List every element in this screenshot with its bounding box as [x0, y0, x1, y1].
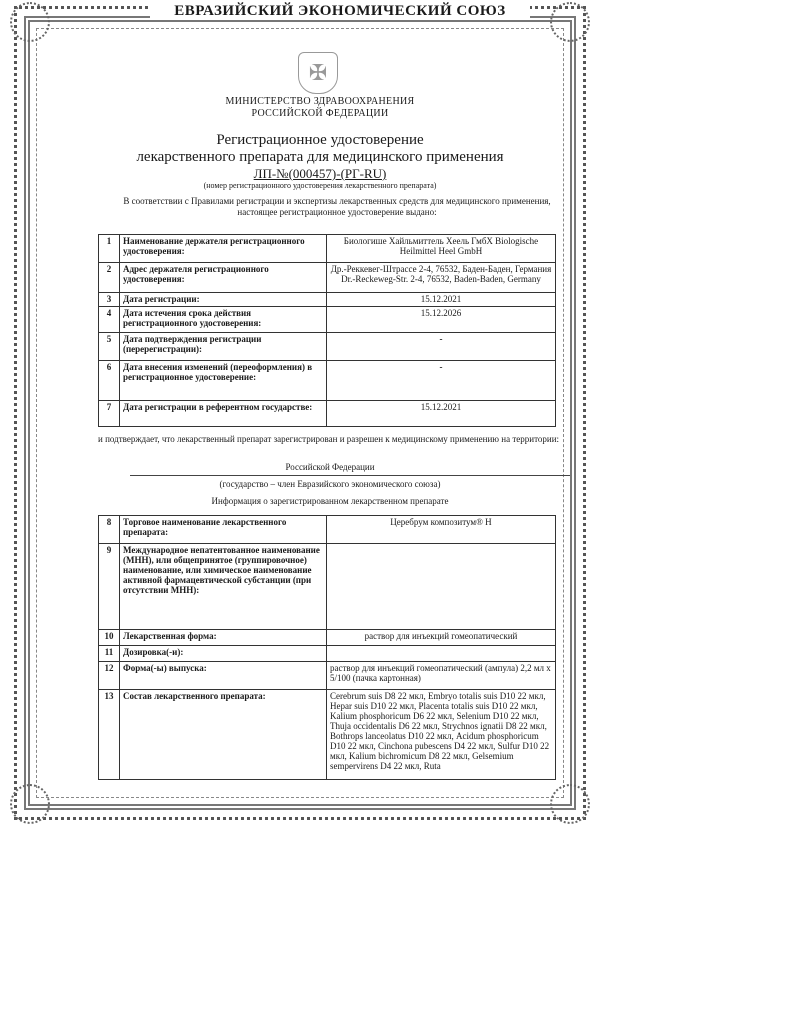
row-value: Церебрум композитум® Н — [327, 516, 556, 544]
table-row — [99, 235, 556, 263]
table-row — [99, 690, 556, 780]
row-label: Состав лекарственного препарата: — [120, 690, 327, 780]
row-value: раствор для инъекций гомеопатический (ампула) 2,2 мл x 5/100 (пачка картонная) — [327, 662, 556, 690]
row-value: 15.12.2026 — [327, 307, 556, 333]
product-table — [98, 515, 556, 780]
row-label: Дата регистрации в референтном государстве: — [120, 401, 327, 427]
table-row — [99, 662, 556, 690]
row-number: 4 — [99, 307, 120, 333]
row-number: 6 — [99, 361, 120, 401]
corner-ornament-bottom-right — [550, 784, 590, 824]
table-row — [99, 516, 556, 544]
ministry-line-2: РОССИЙСКОЙ ФЕДЕРАЦИИ — [251, 108, 389, 119]
row-value: Биологише Хайльмиттель Хеель ГмбХ Biologische Heilmittel Heel GmbH — [327, 235, 556, 263]
row-value: Др.-Реккевег-Штрассе 2-4, 76532, Баден-Баден, Германия Dr.-Reckeweg-Str. 2-4, 76532, Baden-Baden, Germany — [327, 263, 556, 293]
row-label: Дата подтверждения регистрации (перерегистрации): — [120, 333, 327, 361]
corner-ornament-top-right — [550, 2, 590, 42]
row-value: 15.12.2021 — [327, 293, 556, 307]
row-label: Дозировка(-и): — [120, 646, 327, 662]
row-label: Дата внесения изменений (переоформления) в регистрационное удостоверение: — [120, 361, 327, 401]
table-row — [99, 401, 556, 427]
country-underline — [130, 475, 570, 476]
row-label: Дата истечения срока действия регистрационного удостоверения: — [120, 307, 327, 333]
registration-number: ЛП-№(000457)-(РГ-RU) — [253, 166, 387, 181]
country-name: Российской Федерации — [285, 462, 375, 472]
confirmation-text: и подтверждает, что лекарственный препарат зарегистрирован и разрешен к медицинскому применению на территории: — [98, 434, 560, 444]
table-row — [99, 361, 556, 401]
certificate-title-line-1: Регистрационное удостоверение — [216, 132, 424, 148]
row-label: Наименование держателя регистрационного удостоверения: — [120, 235, 327, 263]
ministry-name — [170, 96, 470, 120]
row-label: Адрес держателя регистрационного удостоверения: — [120, 263, 327, 293]
corner-ornament-top-left — [10, 2, 50, 42]
row-label: Форма(-ы) выпуска: — [120, 662, 327, 690]
certificate-title-line-2: лекарственного препарата для медицинского применения — [136, 149, 504, 165]
corner-ornament-bottom-left — [10, 784, 50, 824]
certificate-title — [100, 132, 540, 166]
row-value: - — [327, 361, 556, 401]
row-number: 2 — [99, 263, 120, 293]
table-row — [99, 630, 556, 646]
row-value — [327, 544, 556, 630]
table-row — [99, 646, 556, 662]
row-label: Дата регистрации: — [120, 293, 327, 307]
row-value: - — [327, 333, 556, 361]
table-row — [99, 307, 556, 333]
row-value: 15.12.2021 — [327, 401, 556, 427]
row-label: Лекарственная форма: — [120, 630, 327, 646]
row-label: Международное непатентованное наименование (МНН), или общепринятое (группировочное) наименование, или химическое наименование активной фармацевтической субстанции (при отсутствии МНН): — [120, 544, 327, 630]
table-row — [99, 333, 556, 361]
row-number: 5 — [99, 333, 120, 361]
row-number: 13 — [99, 690, 120, 780]
registration-table — [98, 234, 556, 427]
registration-number-caption: (номер регистрационного удостоверения лекарственного препарата) — [203, 181, 437, 190]
coat-of-arms-icon: ✠ — [298, 52, 338, 94]
table-row — [99, 293, 556, 307]
table-row — [99, 544, 556, 630]
country-caption: (государство – член Евразийского экономического союза) — [219, 479, 441, 489]
ministry-line-1: МИНИСТЕРСТВО ЗДРАВООХРАНЕНИЯ — [225, 96, 415, 107]
row-number: 8 — [99, 516, 120, 544]
row-value: раствор для инъекций гомеопатический — [327, 630, 556, 646]
row-number: 1 — [99, 235, 120, 263]
row-number: 7 — [99, 401, 120, 427]
product-info-heading: Информация о зарегистрированном лекарственном препарате — [211, 496, 449, 506]
row-number: 3 — [99, 293, 120, 307]
union-title: ЕВРАЗИЙСКИЙ ЭКОНОМИЧЕСКИЙ СОЮЗ — [150, 3, 530, 20]
row-number: 11 — [99, 646, 120, 662]
row-label: Торговое наименование лекарственного препарата: — [120, 516, 327, 544]
row-number: 9 — [99, 544, 120, 630]
table-row — [99, 263, 556, 293]
intro-text: В соответствии с Правилами регистрации и экспертизы лекарственных средств для медицинского применения, настоящее регистрационное удостоверение выдано: — [123, 196, 551, 217]
row-value — [327, 646, 556, 662]
row-number: 10 — [99, 630, 120, 646]
row-value: Cerebrum suis D8 22 мкл, Embryo totalis suis D10 22 мкл, Hepar suis D10 22 мкл, Placenta totalis suis D10 22 мкл, Kalium phosphoricum D6 22 мкл, Selenium D10 22 мкл, Thuja occidentalis D6 22 мкл, Strychnos ignatii D8 22 мкл, Bothrops lanceolatus D10 22 мкл, Acidum phosphoricum D10 22 мкл, Cinchona pubescens D4 22 мкл, Sulfur D10 22 мкл, Kalium bichromicum D8 22 мкл, Gelsemium sempervirens D4 22 мкл, Ruta — [327, 690, 556, 780]
row-number: 12 — [99, 662, 120, 690]
